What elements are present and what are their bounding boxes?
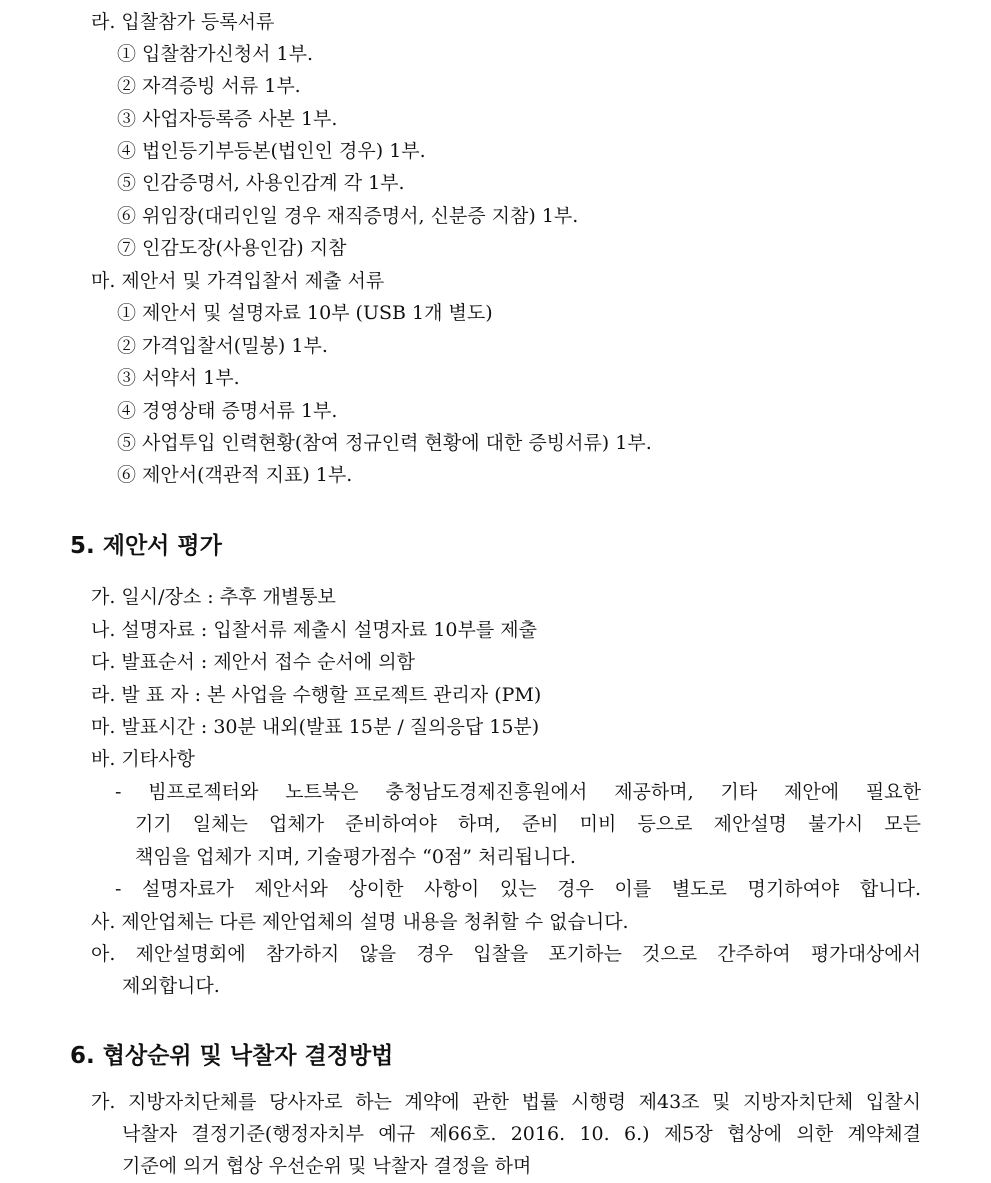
list-item: ⑥ 위임장(대리인일 경우 재직증명서, 신분증 지참) 1부.	[117, 205, 579, 227]
list-item: ⑤ 사업투입 인력현황(참여 정규인력 현황에 대한 증빙서류) 1부.	[117, 432, 652, 454]
list-item: ① 제안서 및 설명자료 10부 (USB 1개 별도)	[117, 302, 493, 324]
section-5-heading: 5. 제안서 평가	[70, 533, 222, 559]
list-item: ⑦ 인감도장(사용인감) 지참	[117, 237, 347, 259]
list-item: 나. 설명자료 : 입찰서류 제출시 설명자료 10부를 제출	[91, 619, 537, 641]
list-item-continuation: 제외합니다.	[122, 975, 220, 997]
list-item: 라. 발 표 자 : 본 사업을 수행할 프로젝트 관리자 (PM)	[91, 684, 542, 706]
section-ma-title: 마. 제안서 및 가격입찰서 제출 서류	[91, 270, 385, 292]
list-item: 아. 제안설명회에 참가하지 않을 경우 입찰을 포기하는 것으로 간주하여 평가대상에서	[91, 943, 921, 965]
bullet-line: - 빔프로젝터와 노트북은 충청남도경제진흥원에서 제공하며, 기타 제안에 필요한	[115, 781, 921, 803]
list-item: ⑤ 인감증명서, 사용인감계 각 1부.	[117, 172, 405, 194]
list-item: 다. 발표순서 : 제안서 접수 순서에 의함	[91, 651, 415, 673]
list-item: 바. 기타사항	[91, 748, 195, 770]
list-item-continuation: 낙찰자 결정기준(행정자치부 예규 제66호. 2016. 10. 6.) 제5장 협상에 의한 계약체결	[122, 1123, 921, 1145]
list-item: 가. 일시/장소 : 추후 개별통보	[91, 586, 336, 608]
list-item: ③ 서약서 1부.	[117, 367, 240, 389]
list-item: ② 자격증빙 서류 1부.	[117, 75, 301, 97]
list-item: 가. 지방자치단체를 당사자로 하는 계약에 관한 법률 시행령 제43조 및 지방자치단체 입찰시	[91, 1091, 921, 1113]
bullet-line: 책임을 업체가 지며, 기술평가점수 “0점” 처리됩니다.	[135, 846, 576, 868]
section-ra-title: 라. 입찰참가 등록서류	[91, 11, 275, 33]
list-item: ① 입찰참가신청서 1부.	[117, 43, 314, 65]
list-item: ② 가격입찰서(밀봉) 1부.	[117, 335, 328, 357]
list-item-continuation: 기준에 의거 협상 우선순위 및 낙찰자 결정을 하며	[122, 1155, 532, 1177]
list-item: 마. 발표시간 : 30분 내외(발표 15분 / 질의응답 15분)	[91, 716, 540, 738]
list-item: ④ 법인등기부등본(법인인 경우) 1부.	[117, 140, 426, 162]
list-item: 사. 제안업체는 다른 제안업체의 설명 내용을 청취할 수 없습니다.	[91, 911, 629, 933]
list-item: ④ 경영상태 증명서류 1부.	[117, 400, 338, 422]
list-item: ③ 사업자등록증 사본 1부.	[117, 108, 338, 130]
section-6-heading: 6. 협상순위 및 낙찰자 결정방법	[70, 1043, 394, 1069]
bullet-line: - 설명자료가 제안서와 상이한 사항이 있는 경우 이를 별도로 명기하여야 합니다.	[115, 878, 921, 900]
bullet-line: 기기 일체는 업체가 준비하여야 하며, 준비 미비 등으로 제안설명 불가시 모든	[135, 813, 921, 835]
list-item: ⑥ 제안서(객관적 지표) 1부.	[117, 464, 353, 486]
